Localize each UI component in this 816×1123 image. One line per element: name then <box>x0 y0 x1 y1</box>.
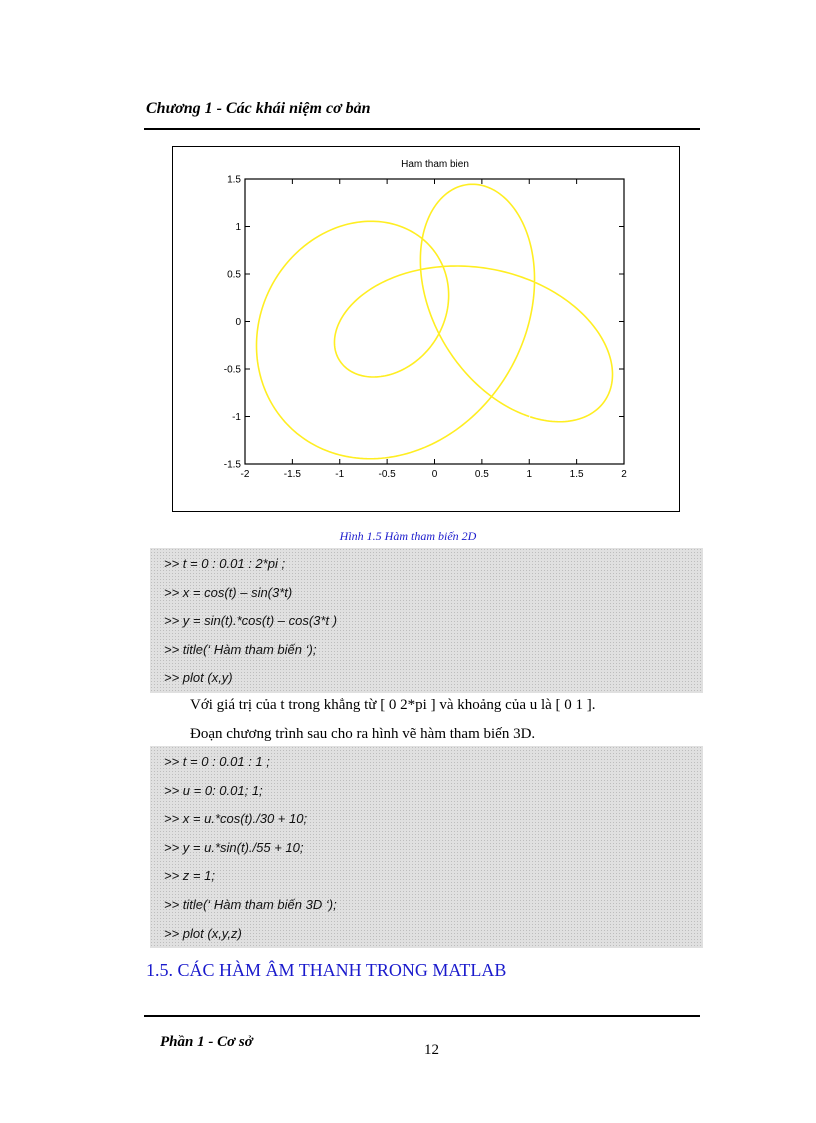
code-line: >> plot (x,y,z) <box>164 925 242 941</box>
curve-series <box>256 184 612 458</box>
header-rule <box>144 128 700 130</box>
code-block-2d <box>150 548 703 693</box>
code-line: >> z = 1; <box>164 868 215 884</box>
code-line: >> y = u.*sin(t)./55 + 10; <box>164 839 304 855</box>
chapter-title: Chương 1 - Các khái niệm cơ bản <box>146 100 371 117</box>
x-tick-label: -0.5 <box>378 469 396 480</box>
x-tick-label: -1.5 <box>283 469 301 480</box>
section-heading: 1.5. CÁC HÀM ÂM THANH TRONG MATLAB <box>146 960 507 980</box>
x-tick-label: 2 <box>621 469 627 480</box>
y-tick-label: 0.5 <box>227 269 241 281</box>
code-line: >> t = 0 : 0.01 : 1 ; <box>164 754 270 769</box>
figure-caption: Hình 1.5 Hàm tham biến 2D <box>339 529 477 543</box>
x-tick-label: 0.5 <box>474 469 489 480</box>
code-line: >> t = 0 : 0.01 : 2*pi ; <box>164 556 286 571</box>
x-tick-label: 1 <box>526 469 533 480</box>
x-tick-label: -1 <box>335 469 345 480</box>
paragraph-intro-3d: Đoạn chương trình sau cho ra hình vẽ hàm tham biến 3D. <box>190 726 536 742</box>
code-block-3d <box>150 746 703 948</box>
y-tick-label: 0 <box>235 317 241 328</box>
chart-title: Ham tham bien <box>401 159 469 170</box>
parametric-chart <box>173 147 679 511</box>
page-number: 12 <box>424 1042 439 1058</box>
footer-part-label: Phần 1 - Cơ sở <box>160 1034 253 1050</box>
figure-frame <box>172 146 680 512</box>
code-line: >> y = sin(t).*cos(t) – cos(3*t ) <box>164 613 338 629</box>
code-line: >> u = 0: 0.01; 1; <box>164 782 263 798</box>
code-line: >> x = u.*cos(t)./30 + 10; <box>164 811 308 827</box>
footer-rule <box>144 1015 700 1017</box>
code-line: >> plot (x,y) <box>164 670 233 686</box>
y-tick-label: 1 <box>235 222 241 233</box>
code-line: >> title(‘ Hàm tham biến 3D ‘); <box>164 896 337 912</box>
y-tick-label: -1.5 <box>223 459 241 471</box>
x-tick-label: -2 <box>240 469 250 480</box>
y-tick-label: 1.5 <box>227 174 241 186</box>
y-tick-label: -0.5 <box>223 364 241 376</box>
y-tick-label: -1 <box>232 412 241 423</box>
paragraph-range: Với giá trị của t trong khẳng từ [ 0 2*pi ] và khoảng của u là [ 0 1 ]. <box>190 697 596 713</box>
code-line: >> x = cos(t) – sin(3*t) <box>164 584 293 600</box>
code-line: >> title(‘ Hàm tham biến ‘); <box>164 641 317 657</box>
x-tick-label: 1.5 <box>569 469 584 480</box>
x-tick-label: 0 <box>431 469 438 480</box>
